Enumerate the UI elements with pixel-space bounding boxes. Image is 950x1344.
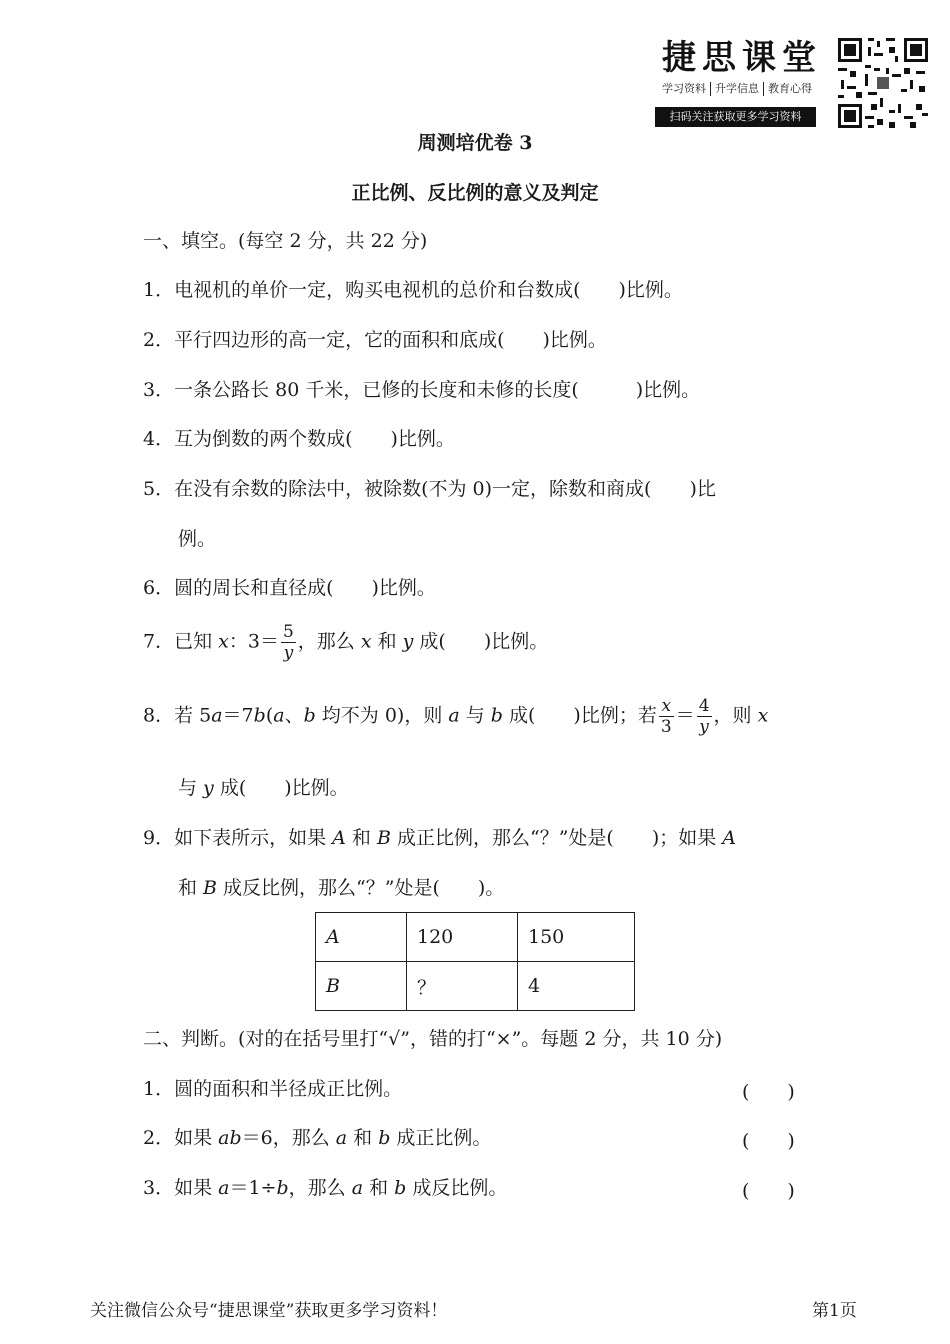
var-A: A <box>332 827 346 849</box>
question-2: 2．平行四边形的高一定，它的面积和底成( )比例。 <box>143 329 607 351</box>
denominator: y <box>283 643 294 663</box>
table-cell <box>316 913 407 962</box>
var-x: x <box>218 630 229 653</box>
brand-tag: 升学信息 <box>715 82 759 95</box>
table-cell: 120 <box>407 913 518 962</box>
text: 3．如果 <box>143 1177 219 1199</box>
var-y: y <box>402 630 414 653</box>
var-a: a <box>448 704 460 727</box>
doc-subtitle: 正比例、反比例的意义及判定 <box>351 182 599 204</box>
text: 和 <box>345 827 377 849</box>
text: 成( )比例。 <box>213 777 349 799</box>
text: 均不为 0)，则 <box>315 704 449 727</box>
question-4: 4．互为倒数的两个数成( )比例。 <box>143 428 455 450</box>
text: ＝6，那么 <box>241 1127 336 1149</box>
doc-title: 周测培优卷 3 <box>417 132 533 154</box>
section1-heading: 一、填空。(每空 2 分，共 22 分) <box>143 230 428 252</box>
question-9-cont <box>178 876 504 900</box>
fraction <box>281 622 296 663</box>
answer-parentheses: ( ) <box>742 1130 795 1152</box>
question-9 <box>143 826 736 850</box>
answer-parentheses: ( ) <box>742 1081 795 1103</box>
question-5-cont: 例。 <box>178 528 217 550</box>
text: 8．若 5 <box>143 704 212 727</box>
fraction <box>697 696 712 737</box>
var-a: a <box>335 1127 348 1149</box>
footer-note: 关注微信公众号“捷思课堂”获取更多学习资料！ <box>90 1301 448 1321</box>
table-cell <box>316 962 407 1011</box>
text: ，那么 <box>288 1177 352 1199</box>
var-A: A <box>722 827 737 849</box>
var-b: b <box>394 1177 407 1199</box>
var-b: b <box>378 1127 391 1149</box>
text: 成反比例，那么“？”处是( )。 <box>217 877 505 899</box>
section2-heading: 二、判断。(对的在括号里打“√”，错的打“×”。每题 2 分，共 10 分) <box>143 1028 723 1050</box>
text: 成( )比例；若 <box>502 704 657 727</box>
text: ，那么 <box>297 630 361 653</box>
text: 和 <box>347 1127 379 1149</box>
judge-question-3 <box>143 1176 507 1200</box>
brand-tag: 学习资料 <box>662 82 706 95</box>
text: 和 <box>363 1177 395 1199</box>
var-a: a <box>211 704 223 727</box>
table-cell: 150 <box>518 913 635 962</box>
denominator: 3 <box>660 717 672 737</box>
text: 和 <box>371 630 403 653</box>
var-y: y <box>203 777 214 799</box>
question-7 <box>143 622 548 663</box>
var-x: x <box>360 630 372 653</box>
var-B: B <box>203 877 218 899</box>
var-ab: ab <box>218 1127 242 1149</box>
question-8 <box>143 696 768 737</box>
var-b: b <box>276 1177 289 1199</box>
brand-tag: 教育心得 <box>768 82 812 95</box>
brand-name: 捷思课堂 <box>662 38 822 78</box>
text: ，则 <box>713 704 758 727</box>
question-5: 5．在没有余数的除法中，被除数(不为 0)一定，除数和商成( )比 <box>143 478 716 500</box>
judge-question-2 <box>143 1126 491 1150</box>
question-6: 6．圆的周长和直径成( )比例。 <box>143 577 436 599</box>
answer-parentheses: ( ) <box>742 1180 795 1202</box>
denominator: y <box>699 717 709 737</box>
table-cell: ？ <box>407 962 518 1011</box>
text: 成正比例。 <box>390 1127 492 1149</box>
var-b: b <box>303 704 316 727</box>
var-x: x <box>757 704 769 727</box>
text: 成反比例。 <box>406 1177 508 1199</box>
text: 成正比例，那么“？”处是( )；如果 <box>390 827 723 849</box>
var-a: a <box>351 1177 364 1199</box>
data-table <box>315 912 635 1011</box>
numerator: x <box>659 696 674 717</box>
brand-tags <box>658 80 816 96</box>
var-B: B <box>376 827 391 849</box>
text: ＝7 <box>222 704 254 727</box>
var-a: a <box>273 704 285 727</box>
text: 、 <box>284 704 304 727</box>
var-b: b <box>253 704 266 727</box>
text: 与 <box>178 777 204 799</box>
text: 和 <box>178 877 204 899</box>
text: ( <box>265 704 274 727</box>
text: 7．已知 <box>143 630 219 653</box>
fraction <box>659 696 674 737</box>
text: 2．如果 <box>143 1127 219 1149</box>
text: 9．如下表所示，如果 <box>143 827 333 849</box>
var-b: b <box>490 704 503 727</box>
judge-question-1: 1．圆的面积和半径成正比例。 <box>143 1078 403 1100</box>
text: ＝ <box>675 704 695 727</box>
text: ＝1÷ <box>229 1177 277 1199</box>
qr-code-icon <box>838 38 928 128</box>
question-1: 1．电视机的单价一定，购买电视机的总价和台数成( )比例。 <box>143 279 683 301</box>
numerator: 5 <box>282 622 294 642</box>
cell-text: A <box>326 926 340 948</box>
var-a: a <box>218 1177 230 1199</box>
page-number: 第1页 <box>812 1301 857 1321</box>
text: 与 <box>459 704 491 727</box>
cell-text: B <box>326 975 340 997</box>
text: 成( )比例。 <box>413 630 549 653</box>
table-row <box>316 962 635 1011</box>
question-8-cont <box>178 776 349 800</box>
numerator: 4 <box>698 696 710 716</box>
text: ：3＝ <box>228 630 279 653</box>
table-row <box>316 913 635 962</box>
brand-banner: 扫码关注获取更多学习资料 <box>655 107 816 127</box>
table-cell: 4 <box>518 962 635 1011</box>
question-3: 3．一条公路长 80 千米，已修的长度和未修的长度( )比例。 <box>143 379 701 401</box>
